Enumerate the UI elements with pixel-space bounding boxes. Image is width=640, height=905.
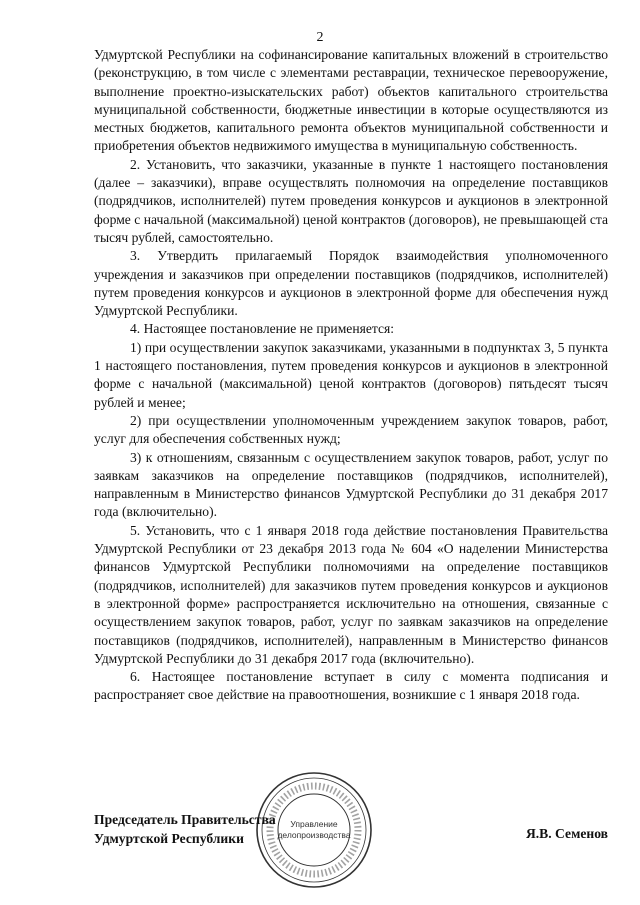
signatory-position-line1: Председатель Правительства: [94, 812, 276, 827]
subparagraph-4-2: 2) при осуществлении уполномоченным учреждением закупок товаров, работ, услуг для обеспечения собственных нужд;: [94, 412, 608, 447]
signatory-position: [94, 811, 276, 848]
paragraph-item-2: 2. Установить, что заказчики, указанные в пункте 1 настоящего постановления (далее – заказчики), вправе осуществлять полномочия на определение поставщиков (подрядчиков, исполнителей) путем проведения конкурсов и аукционов в электронной форме с начальной (максимальной) ценой контрактов (договоров), не превышающей ста тысяч рублей, самостоятельно.: [94, 156, 608, 245]
paragraph-item-5: 5. Установить, что с 1 января 2018 года действие постановления Правительства Удмуртской Республики от 23 декабря 2013 года № 604 «О наделении Министерства финансов Удмуртской Республики полномочиями на определение поставщиков (подрядчиков, исполнителей) для заказчиков путем проведения конкурсов и аукционов в электронной форме» распространяется исключительно на отношения, связанные с осуществлением закупок товаров, работ, услуг по заявкам заказчиков на определение поставщиков (подрядчиков, исполнителей), направленным в Министерство финансов Удмуртской Республики до 31 декабря 2017 года (включительно).: [94, 522, 608, 666]
page-number: 2: [316, 30, 324, 45]
stamp-text-line1: Управление: [290, 819, 338, 829]
signatory-name: Я.В. Семенов: [525, 826, 608, 841]
paragraph-item-3: 3. Утвердить прилагаемый Порядок взаимодействия уполномоченного учреждения и заказчиков при определении поставщиков (подрядчиков, исполнителей) путем проведения конкурсов и аукционов в электронной форме для обеспечения нужд Удмуртской Республики.: [94, 248, 608, 319]
paragraph-continuation: Удмуртской Республики на софинансирование капитальных вложений в строительство (реконструкцию, в том числе с элементами реставрации, техническое перевооружение, выполнение проектно-изыскательских работ) объектов капитального строительства муниципальной собственности, бюджетные инвестиции в которые осуществляются из местных бюджетов, капитального ремонта объектов муниципальной собственности и приобретения объектов недвижимого имущества в муниципальную собственность.: [94, 47, 608, 154]
paragraph-item-6: 6. Настоящее постановление вступает в силу с момента подписания и распространяет свое действие на правоотношения, возникшие с 1 января 2018 года.: [94, 669, 608, 703]
subparagraph-4-1: 1) при осуществлении закупок заказчиками, указанными в подпунктах 3, 5 пункта 1 настоящего постановления, путем проведения конкурсов и аукционов в электронной форме с начальной (максимальной) ценой контрактов (договоров) пятьдесят тысяч рублей и менее;: [94, 339, 608, 410]
paragraph-item-4: 4. Настоящее постановление не применяется:: [130, 321, 395, 337]
signatory-position-line2: Удмуртской Республики: [94, 830, 244, 846]
stamp-text-line2: делопроизводства: [277, 830, 351, 840]
document-body: [94, 46, 608, 705]
subparagraph-4-3: 3) к отношениям, связанным с осуществлением закупок товаров, работ, услуг по заявкам заказчиков на определение поставщиков (подрядчиков, исполнителей), направленным в Министерство финансов Удмуртской Республики до 31 декабря 2017 года (включительно).: [94, 449, 608, 520]
